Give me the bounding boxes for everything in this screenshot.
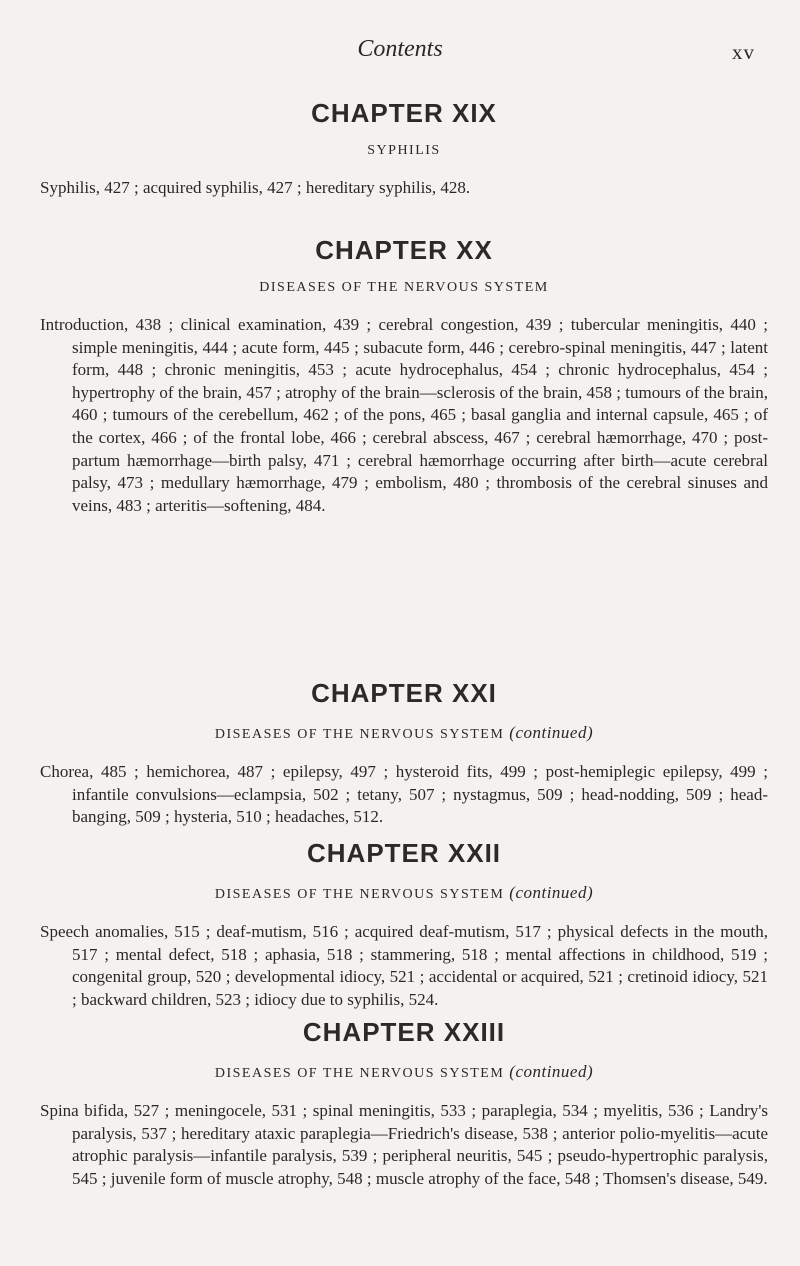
chapter-subtitle-text: DISEASES OF THE NERVOUS SYSTEM bbox=[214, 1066, 505, 1081]
chapter-title: CHAPTER XXIII bbox=[302, 1017, 506, 1047]
chapter-title: CHAPTER XXI bbox=[311, 678, 497, 708]
chapter-subtitle-text: SYPHILIS bbox=[367, 143, 441, 158]
chapter-title: CHAPTER XIX bbox=[311, 98, 497, 128]
chapter-contents-entry: Chorea, 485 ; hemichorea, 487 ; epilepsy, 497 ; hysteroid fits, 499 ; post-hemiplegic epilepsy, 499 ; infantile convulsions—eclampsia, 502 ; tetany, 507 ; nystagmus, 509 ; head-nodding, 509 ; head-banging, 509 ; hysteria, 510 ; headaches, 512. bbox=[40, 762, 768, 827]
page-number: xv bbox=[732, 40, 755, 64]
chapter-subtitle bbox=[40, 280, 768, 296]
chapter-xxi bbox=[40, 678, 768, 846]
chapter-contents-entry: Speech anomalies, 515 ; deaf-mutism, 516 ; acquired deaf-mutism, 517 ; physical defects in the mouth, 517 ; mental defect, 518 ; aphasia, 518 ; stammering, 518 ; mental affections in childhood, 519 ; congenital group, 520 ; developmental idiocy, 521 ; accidental or acquired, 521 ; cretinoid idiocy, 521 ; backward children, 523 ; idiocy due to syphilis, 524. bbox=[40, 922, 768, 1009]
chapter-contents-entry: Introduction, 438 ; clinical examination, 439 ; cerebral congestion, 439 ; tubercular meningitis, 440 ; simple meningitis, 444 ; acute form, 445 ; subacute form, 446 ; cerebro-spinal meningitis, 447 ; latent form, 448 ; chronic meningitis, 453 ; acute hydrocephalus, 454 ; chronic hydrocephalus, 454 ; hypertrophy of the brain, 457 ; atrophy of the brain—sclerosis of the brain, 458 ; tumours of the brain, 460 ; tumours of the cerebellum, 462 ; of the pons, 465 ; basal ganglia and internal capsule, 465 ; of the cortex, 466 ; of the frontal lobe, 466 ; cerebral abscess, 467 ; cerebral hæmorrhage, 470 ; post-partum hæmorrhage—birth palsy, 471 ; cerebral hæmorrhage occurring after birth—acute cerebral palsy, 473 ; medullary hæmorrhage, 479 ; embolism, 480 ; thrombosis of the cerebral sinuses and veins, 483 ; arteritis—softening, 484. bbox=[40, 315, 768, 515]
chapter-subtitle-text: DISEASES OF THE NERVOUS SYSTEM bbox=[214, 887, 505, 902]
chapter-xxii bbox=[40, 838, 768, 1028]
chapter-subtitle-continued: (continued) bbox=[509, 1062, 594, 1081]
chapter-subtitle bbox=[40, 143, 768, 159]
chapter-contents-entry: Spina bifida, 527 ; meningocele, 531 ; spinal meningitis, 533 ; paraplegia, 534 ; myelitis, 536 ; Landry's paralysis, 537 ; hereditary ataxic paraplegia—Friedrich's disease, 538 ; anterior polio-myelitis—acute atrophic paralysis—infantile paralysis, 539 ; peripheral neuritis, 545 ; pseudo-hypertrophic paralysis, 545 ; juvenile form of muscle atrophy, 548 ; muscle atrophy of the face, 548 ; Thomsen's disease, 549. bbox=[40, 1101, 768, 1188]
chapter-subtitle-text: DISEASES OF THE NERVOUS SYSTEM bbox=[214, 727, 505, 742]
chapter-contents-entry: Syphilis, 427 ; acquired syphilis, 427 ; hereditary syphilis, 428. bbox=[40, 178, 471, 197]
chapter-xx bbox=[40, 235, 768, 534]
chapter-subtitle bbox=[40, 1062, 768, 1082]
chapter-subtitle-continued: (continued) bbox=[509, 723, 594, 742]
chapter-subtitle bbox=[40, 723, 768, 743]
chapter-title: CHAPTER XXII bbox=[306, 838, 502, 868]
chapter-subtitle bbox=[40, 883, 768, 903]
chapter-title: CHAPTER XX bbox=[315, 235, 493, 265]
chapter-subtitle-text: DISEASES OF THE NERVOUS SYSTEM bbox=[259, 280, 549, 295]
chapter-subtitle-continued: (continued) bbox=[509, 883, 594, 902]
running-head bbox=[0, 36, 800, 66]
chapter-xxiii bbox=[40, 1017, 768, 1207]
chapter-xix bbox=[40, 98, 768, 217]
running-title: Contents bbox=[357, 36, 443, 62]
